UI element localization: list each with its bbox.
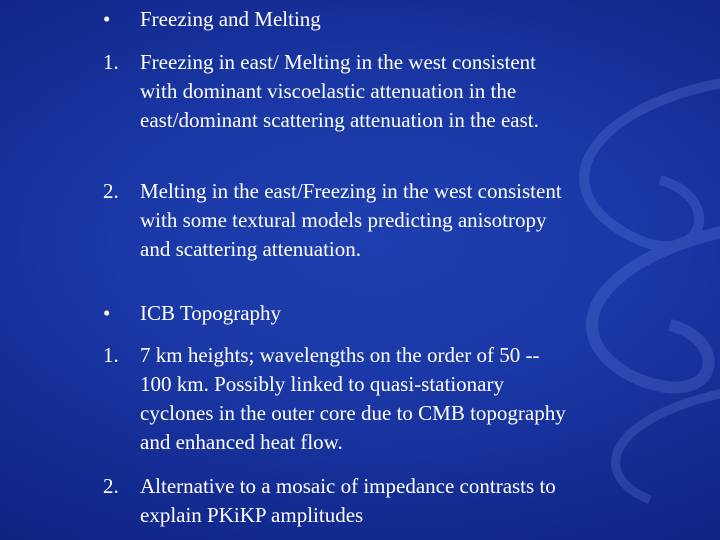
list-item-text: Melting in the east/Freezing in the west consistent with some textural models predicting anisotropy and scattering attenuation. [140, 179, 562, 261]
list-number: 1. [103, 50, 119, 74]
list-item-freezing-east [103, 48, 573, 135]
list-item-alternative-mosaic [103, 472, 573, 530]
bullet-text: ICB Topography [140, 301, 282, 325]
list-item-text: Alternative to a mosaic of impedance contrasts to explain PKiKP amplitudes [140, 474, 556, 527]
list-item-7km-heights [103, 341, 573, 457]
list-item-melting-east [103, 177, 563, 264]
bullet-marker: • [103, 301, 111, 325]
bullet-marker: • [103, 7, 111, 31]
list-item-text: Freezing in east/ Melting in the west consistent with dominant viscoelastic attenuation in the east/dominant scattering attenuation in the east. [140, 50, 539, 132]
list-number: 1. [103, 343, 119, 367]
list-number: 2. [103, 179, 119, 203]
list-number: 2. [103, 474, 119, 498]
bullet-text: Freezing and Melting [140, 7, 321, 31]
bullet-icb-topography [103, 299, 663, 328]
bullet-freezing-and-melting [103, 5, 663, 34]
list-item-text: 7 km heights; wavelengths on the order of 50 -- 100 km. Possibly linked to quasi-stationary cyclones in the outer core due to CMB topography and enhanced heat flow. [140, 343, 566, 454]
